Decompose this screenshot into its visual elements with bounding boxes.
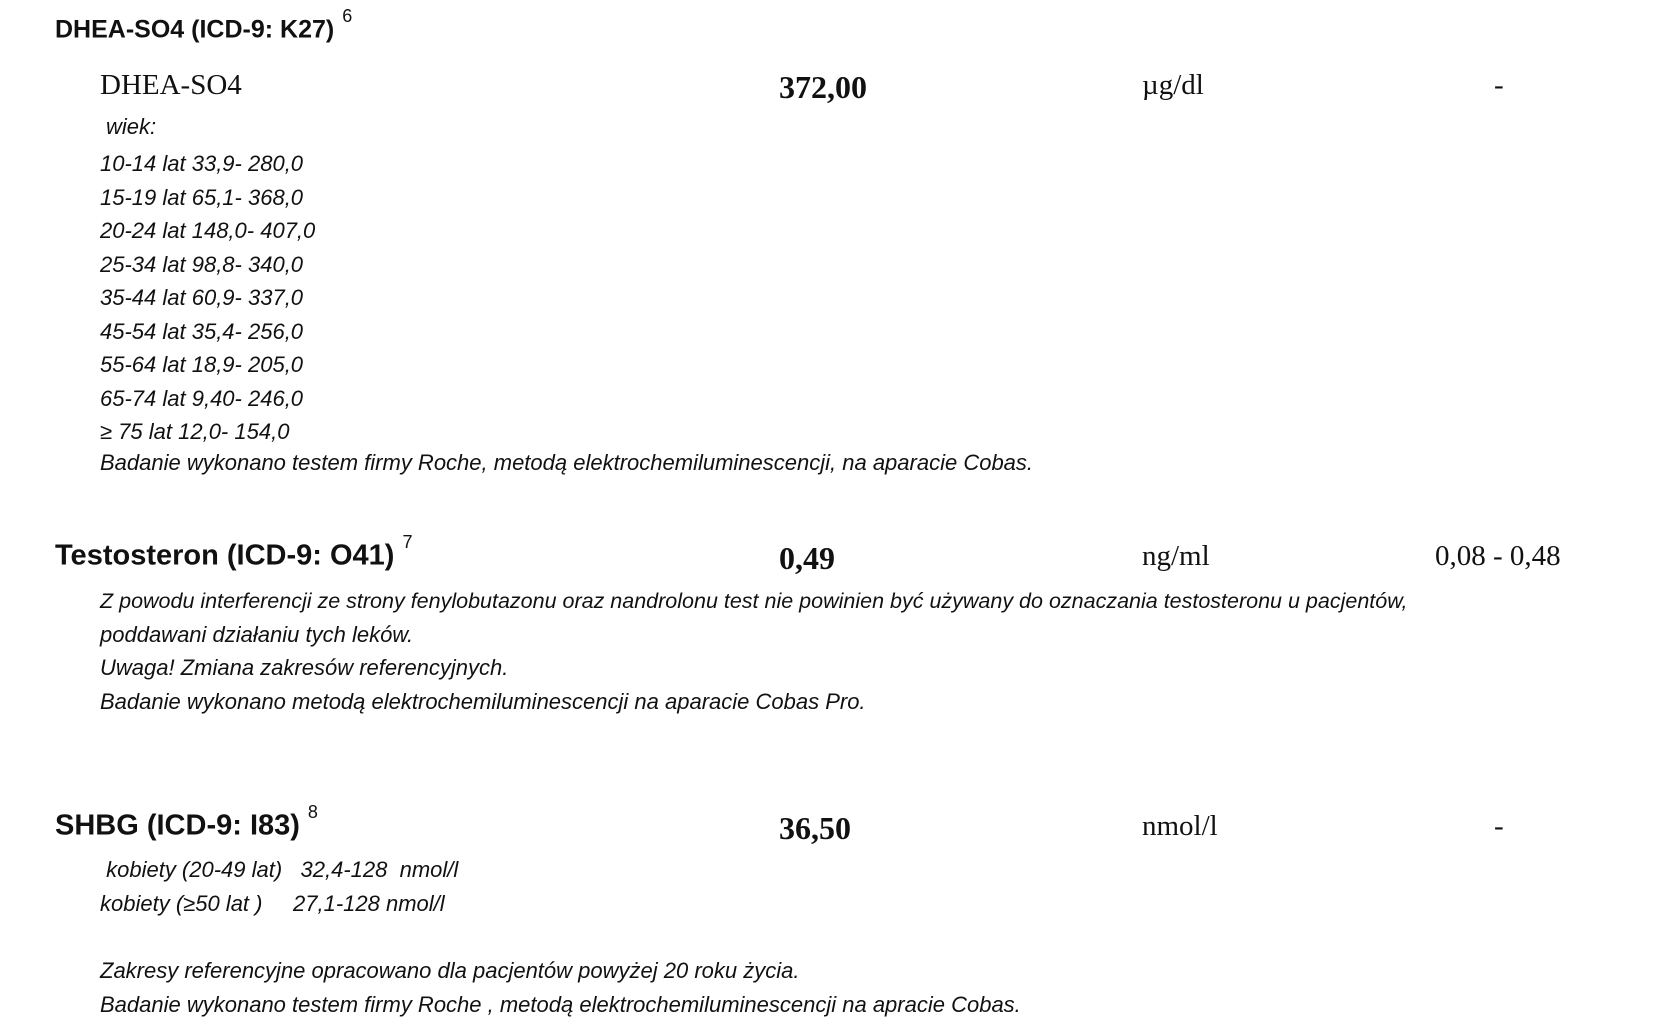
dhea-age-range: ≥ 75 lat 12,0- 154,0 (100, 419, 290, 444)
dhea-age-range: 65-74 lat 9,40- 246,0 (100, 385, 304, 411)
dhea-title-text: DHEA-SO4 (ICD-9: K27) (55, 15, 335, 44)
dhea-result-value: 372,00 (779, 69, 867, 105)
dhea-age-range: 35-44 lat 60,9- 337,0 (100, 285, 304, 310)
shbg-ref-women-20-49: kobiety (20-49 lat) 32,4-128 nmol/l (100, 857, 459, 882)
testosteron-interference-note-continued: poddawani działaniu tych leków. (100, 622, 414, 647)
shbg-ref-women-50-plus: kobiety (≥50 lat ) 27,1-128 nmol/l (100, 891, 445, 916)
dhea-footnote: 6 (342, 6, 353, 26)
testosteron-interference-note: Z powodu interferencji ze strony fenylobutazonu oraz nandrolonu test nie powinien być używany do oznaczania testosteronu u pacjentów, (100, 589, 1408, 613)
shbg-result-value: 36,50 (779, 810, 851, 846)
testosteron-title-text: Testosteron (ICD-9: O41) (55, 539, 395, 572)
shbg-reference-range: - (1494, 810, 1504, 842)
dhea-section-title (55, 6, 353, 44)
shbg-title-text: SHBG (ICD-9: I83) (55, 809, 300, 842)
shbg-unit: nmol/l (1142, 810, 1218, 842)
testosteron-unit: ng/ml (1142, 540, 1210, 572)
shbg-reference-note: Zakresy referencyjne opracowano dla pacjentów powyżej 20 roku życia. (100, 958, 800, 983)
dhea-age-range: 25-34 lat 98,8- 340,0 (100, 251, 304, 277)
testosteron-warning-note: Uwaga! Zmiana zakresów referencyjnych. (100, 655, 509, 680)
testosteron-method-note: Badanie wykonano metodą elektrochemiluminescencji na aparacie Cobas Pro. (100, 689, 866, 714)
dhea-method-note: Badanie wykonano testem firmy Roche, metodą elektrochemiluminescencji, na aparacie Cobas. (100, 450, 1034, 475)
testosteron-section-title (55, 532, 413, 573)
dhea-age-range: 10-14 lat 33,9- 280,0 (100, 151, 304, 176)
shbg-method-note: Badanie wykonano testem firmy Roche , metodą elektrochemiluminescencji na apracie Cobas. (100, 992, 1021, 1017)
shbg-footnote: 8 (307, 802, 318, 822)
dhea-param-name: DHEA-SO4 (100, 69, 242, 101)
testosteron-result-value: 0,49 (779, 540, 835, 576)
dhea-reference-range: - (1494, 69, 1504, 101)
testosteron-footnote: 7 (402, 532, 413, 552)
dhea-age-label: wiek: (106, 114, 157, 139)
testosteron-reference-range: 0,08 - 0,48 (1435, 540, 1561, 572)
dhea-age-range: 20-24 lat 148,0- 407,0 (100, 218, 316, 243)
dhea-age-range: 55-64 lat 18,9- 205,0 (100, 352, 304, 377)
dhea-age-range: 45-54 lat 35,4- 256,0 (100, 318, 304, 344)
dhea-age-ranges-list (100, 147, 315, 449)
dhea-age-range: 15-19 lat 65,1- 368,0 (100, 184, 304, 210)
dhea-unit: µg/dl (1142, 69, 1204, 101)
shbg-section-title (55, 802, 318, 843)
